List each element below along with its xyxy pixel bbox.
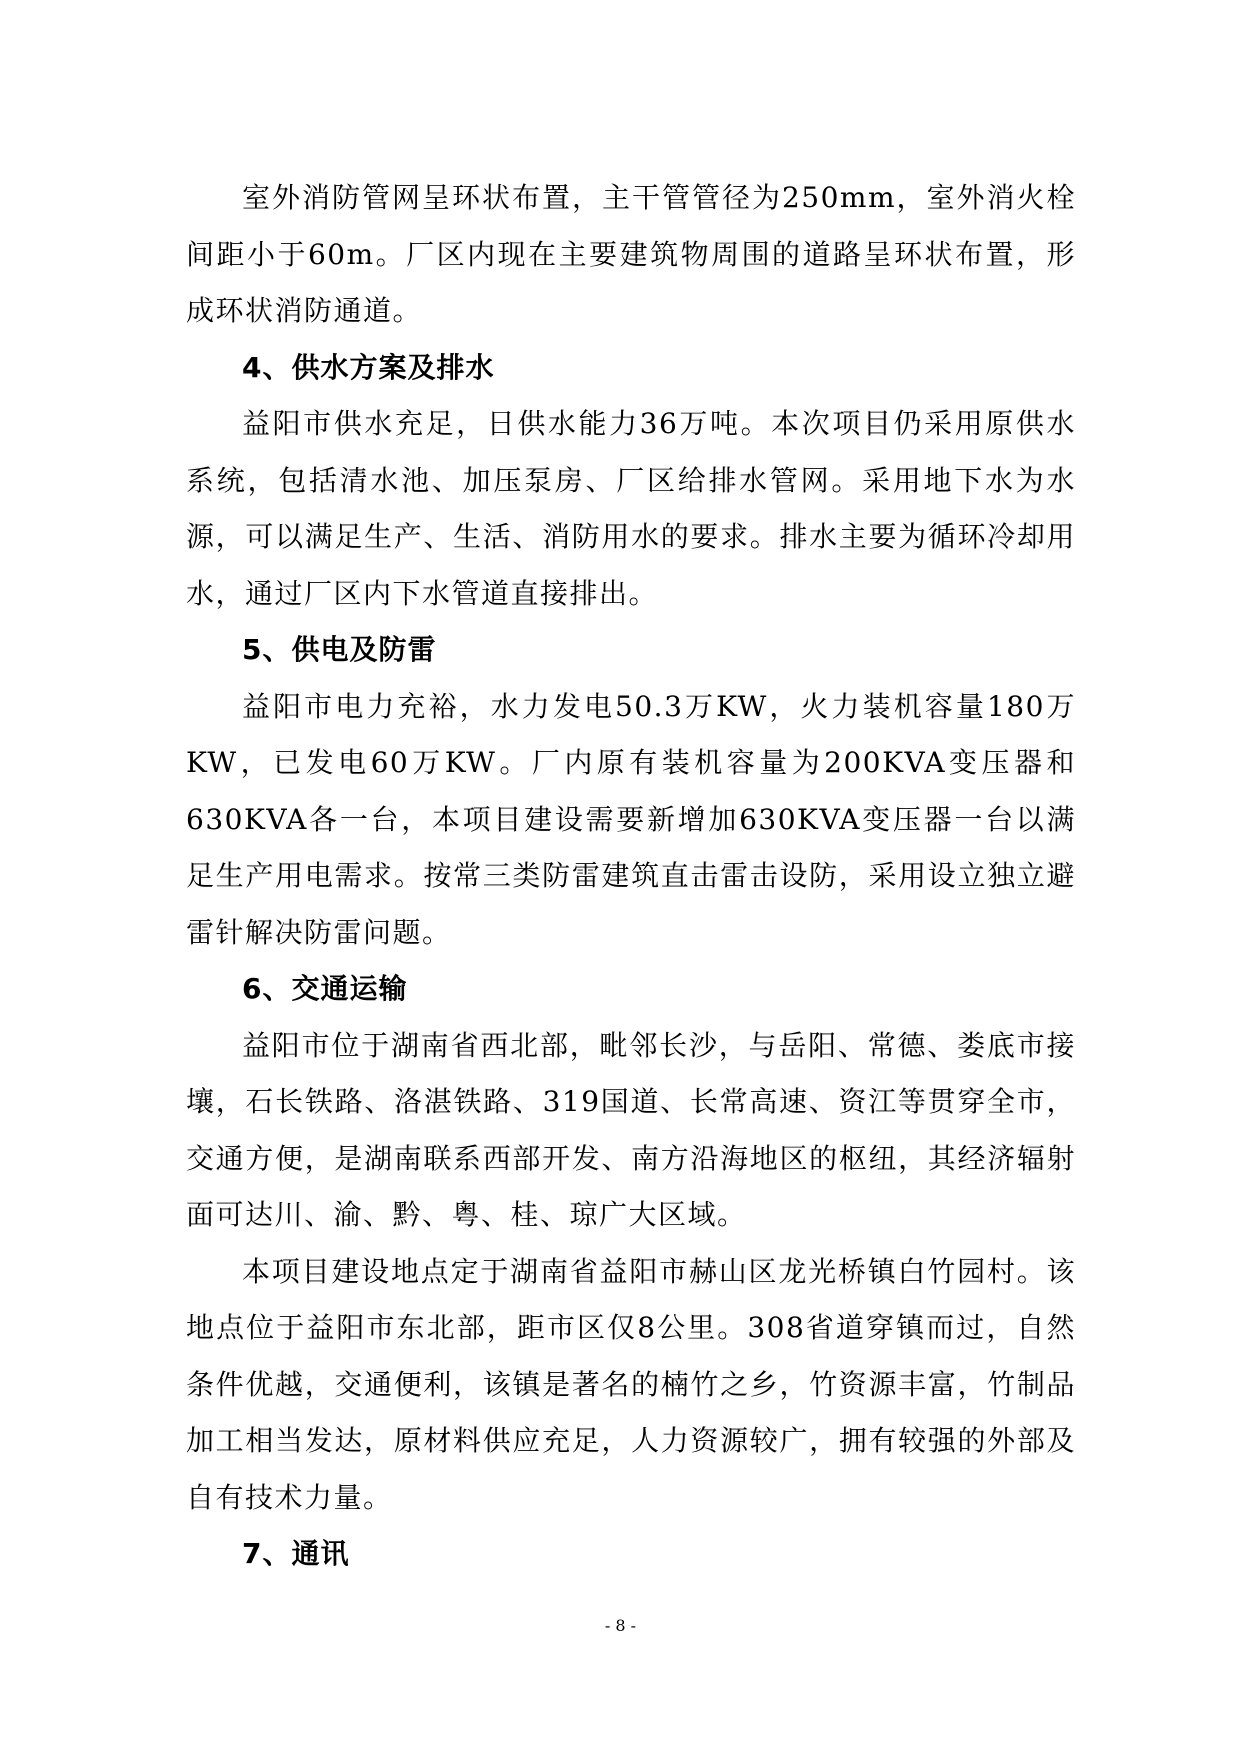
paragraph-project-location: 本项目建设地点定于湖南省益阳市赫山区龙光桥镇白竹园村。该地点位于益阳市东北部，距市区仅8公里。308省道穿镇而过，自然条件优越，交通便利，该镇是著名的楠竹之乡，竹资源丰富，竹制品加工相当发达，原材料供应充足，人力资源较广，拥有较强的外部及自有技术力量。 (186, 1254, 1076, 1514)
heading-water-supply: 4、供水方案及排水 (242, 350, 495, 384)
heading-communication: 7、通讯 (242, 1537, 350, 1570)
document-body (186, 170, 1076, 1583)
heading-transportation: 6、交通运输 (242, 972, 408, 1005)
page-number: - 8 - (604, 1616, 637, 1635)
heading-power-lightning: 5、供电及防雷 (242, 633, 437, 666)
paragraph-power-lightning: 益阳市电力充裕，水力发电50.3万KW，火力装机容量180万KW，已发电60万KW。厂内原有装机容量为200KVA变压器和630KVA各一台，本项目建设需要新增加630KVA变压器一台以满足生产用电需求。按常三类防雷建筑直击雷击设防，采用设立独立避雷针解决防雷问题。 (186, 689, 1076, 949)
paragraph-water-supply: 益阳市供水充足，日供水能力36万吨。本次项目仍采用原供水系统，包括清水池、加压泵房、厂区给排水管网。采用地下水为水源，可以满足生产、生活、消防用水的要求。排水主要为循环冷却用水，通过厂区内下水管道直接排出。 (186, 407, 1076, 610)
paragraph-fire-network: 室外消防管网呈环状布置，主干管管径为250mm，室外消火栓间距小于60m。厂区内现在主要建筑物周围的道路呈环状布置，形成环状消防通道。 (186, 181, 1076, 327)
paragraph-transportation: 益阳市位于湖南省西北部，毗邻长沙，与岳阳、常德、娄底市接壤，石长铁路、洛湛铁路、319国道、长常高速、资江等贯穿全市，交通方便，是湖南联系西部开发、南方沿海地区的枢纽，其经济辐射面可达川、渝、黔、粤、桂、琼广大区域。 (186, 1028, 1076, 1231)
